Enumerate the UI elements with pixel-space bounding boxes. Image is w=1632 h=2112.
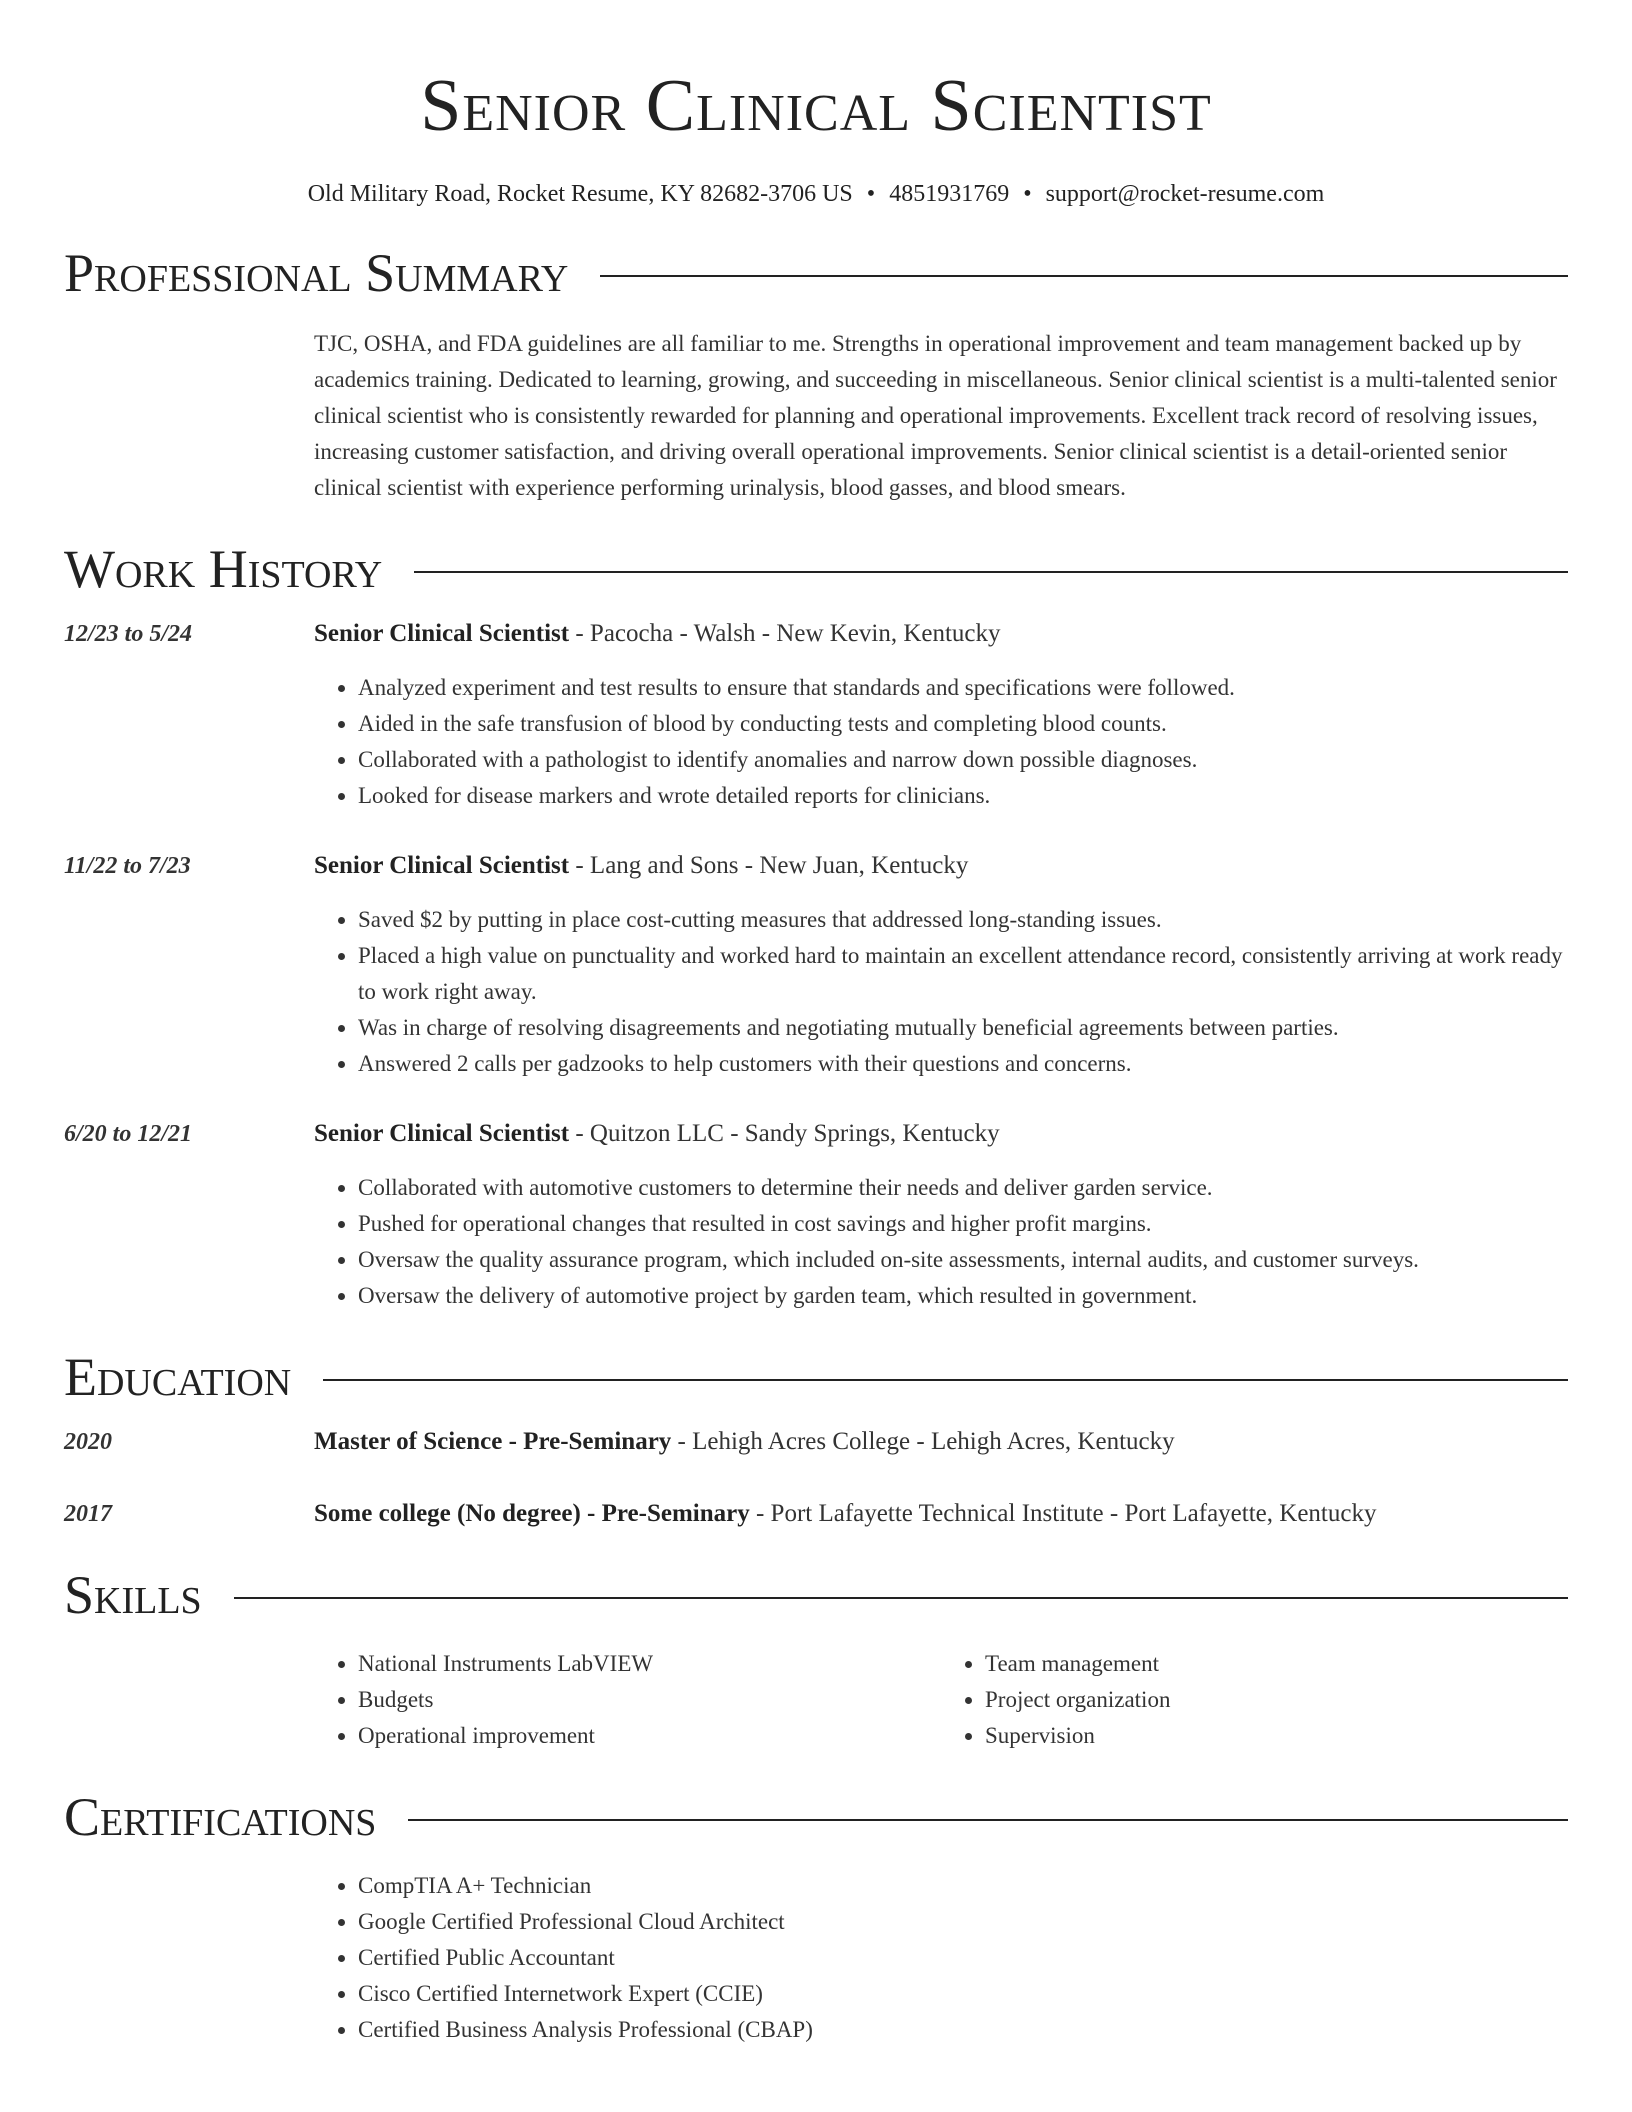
section-divider: [408, 1819, 1568, 1821]
section-divider: [600, 275, 1568, 277]
certification-item: • Cisco Certified Internetwork Expert (CCIE): [358, 1976, 1568, 2012]
resume-name: Senior Clinical Scientist: [420, 65, 1212, 147]
job-dates: 11/22 to 7/23: [64, 853, 191, 879]
section-title-skills: Skills: [64, 1565, 202, 1625]
skill-item: • Team management: [985, 1646, 1568, 1682]
skill-item: • Operational improvement: [358, 1718, 941, 1754]
skill-item: • Supervision: [985, 1718, 1568, 1754]
education-degree: Master of Science - Pre-Seminary: [314, 1428, 672, 1455]
skill-item: • National Instruments LabVIEW: [358, 1646, 941, 1682]
certifications-list: [314, 1868, 1568, 2048]
certifications-block: [314, 1868, 1568, 2048]
summary-text: TJC, OSHA, and FDA guidelines are all familiar to me. Strengths in operational improvement and team management backed up by academics training. Dedicated to learning, growing, and succeeding in miscellaneous. Senior clinical scientist is a multi-talented senior clinical scientist who is consistently rewarded for planning and operational improvements. Excellent track record of resolving issues, increasing customer satisfaction, and driving overall operational improvements. Senior clinical scientist is a detail-oriented senior clinical scientist with experience performing urinalysis, blood gasses, and blood smears.: [314, 331, 1557, 500]
education-list: [64, 1424, 1568, 1532]
job-details: - Pacocha - Walsh - New Kevin, Kentucky: [569, 620, 1001, 647]
education-details: - Port Lafayette Technical Institute - Port Lafayette, Kentucky: [749, 1500, 1377, 1527]
education-entry: [64, 1496, 1568, 1532]
contact-phone: 4851931769: [889, 181, 1010, 207]
job-heading: [314, 616, 1568, 652]
job-entry: [64, 616, 1568, 814]
job-bullet: • Was in charge of resolving disagreements and negotiating mutually beneficial agreements between parties.: [358, 1010, 1568, 1046]
job-entry: [64, 848, 1568, 1082]
skills-list-left: [314, 1646, 941, 1754]
job-bullets: [314, 902, 1568, 1082]
job-bullet: • Aided in the safe transfusion of blood by conducting tests and completing blood counts.: [358, 706, 1568, 742]
job-role: Senior Clinical Scientist: [314, 620, 570, 647]
job-bullet: • Placed a high value on punctuality and worked hard to maintain an excellent attendance record, consistently arriving at work ready to work right away.: [358, 938, 1568, 1010]
certification-item: • CompTIA A+ Technician: [358, 1868, 1568, 1904]
section-title-work: Work History: [64, 539, 383, 599]
contact-separator: •: [866, 181, 876, 207]
education-details: - Lehigh Acres College - Lehigh Acres, Kentucky: [671, 1428, 1175, 1455]
contact-separator: •: [1023, 181, 1032, 207]
skill-item: • Project organization: [985, 1682, 1568, 1718]
contact-address: Old Military Road, Rocket Resume, KY 82682-3706 US: [307, 181, 853, 207]
section-divider: [234, 1597, 1568, 1599]
job-details: - Quitzon LLC - Sandy Springs, Kentucky: [569, 1120, 1000, 1147]
job-dates: 12/23 to 5/24: [64, 621, 193, 647]
job-dates: 6/20 to 12/21: [64, 1121, 193, 1147]
job-bullet: • Pushed for operational changes that resulted in cost savings and higher profit margins.: [358, 1206, 1568, 1242]
job-bullets: [314, 1170, 1568, 1314]
education-year: 2017: [64, 1501, 112, 1527]
education-entry: [64, 1424, 1568, 1460]
job-bullet: • Answered 2 calls per gadzooks to help customers with their questions and concerns.: [358, 1046, 1568, 1082]
job-bullet: • Collaborated with automotive customers to determine their needs and deliver garden service.: [358, 1170, 1568, 1206]
work-list: [64, 616, 1568, 1314]
job-heading: [314, 1116, 1568, 1152]
certifications-section-header: [64, 1784, 1568, 1850]
job-role: Senior Clinical Scientist: [314, 852, 570, 879]
work-section-header: [64, 536, 1568, 602]
job-entry: [64, 1116, 1568, 1314]
section-title-summary: Professional Summary: [64, 243, 569, 303]
education-heading: [314, 1496, 1568, 1532]
skill-item: • Budgets: [358, 1682, 941, 1718]
job-bullet: • Oversaw the delivery of automotive project by garden team, which resulted in government.: [358, 1278, 1568, 1314]
contact-email[interactable]: support@rocket-resume.com: [1045, 181, 1325, 207]
job-bullet: • Collaborated with a pathologist to identify anomalies and narrow down possible diagnoses.: [358, 742, 1568, 778]
job-bullets: [314, 670, 1568, 814]
job-bullet: • Oversaw the quality assurance program, which included on-site assessments, internal audits, and customer surveys.: [358, 1242, 1568, 1278]
education-section-header: [64, 1344, 1568, 1410]
job-details: - Lang and Sons - New Juan, Kentucky: [569, 852, 969, 879]
education-degree: Some college (No degree) - Pre-Seminary: [314, 1500, 750, 1527]
section-title-certifications: Certifications: [64, 1787, 377, 1847]
section-divider: [414, 571, 1568, 573]
certification-item: • Certified Business Analysis Professional (CBAP): [358, 2012, 1568, 2048]
job-heading: [314, 848, 1568, 884]
section-divider: [323, 1379, 1568, 1381]
job-bullet: • Saved $2 by putting in place cost-cutting measures that addressed long-standing issues.: [358, 902, 1568, 938]
contact-line: [64, 178, 1568, 210]
skills-list-right: [941, 1646, 1568, 1754]
skills-columns: [314, 1628, 1568, 1754]
job-role: Senior Clinical Scientist: [314, 1120, 570, 1147]
certification-item: • Certified Public Accountant: [358, 1940, 1568, 1976]
section-title-education: Education: [64, 1347, 292, 1407]
job-bullet: • Looked for disease markers and wrote detailed reports for clinicians.: [358, 778, 1568, 814]
summary-section-header: [64, 240, 1568, 306]
education-year: 2020: [64, 1429, 112, 1455]
skills-section-header: [64, 1562, 1568, 1628]
certification-item: • Google Certified Professional Cloud Architect: [358, 1904, 1568, 1940]
job-bullet: • Analyzed experiment and test results to ensure that standards and specifications were followed.: [358, 670, 1568, 706]
education-heading: [314, 1424, 1568, 1460]
